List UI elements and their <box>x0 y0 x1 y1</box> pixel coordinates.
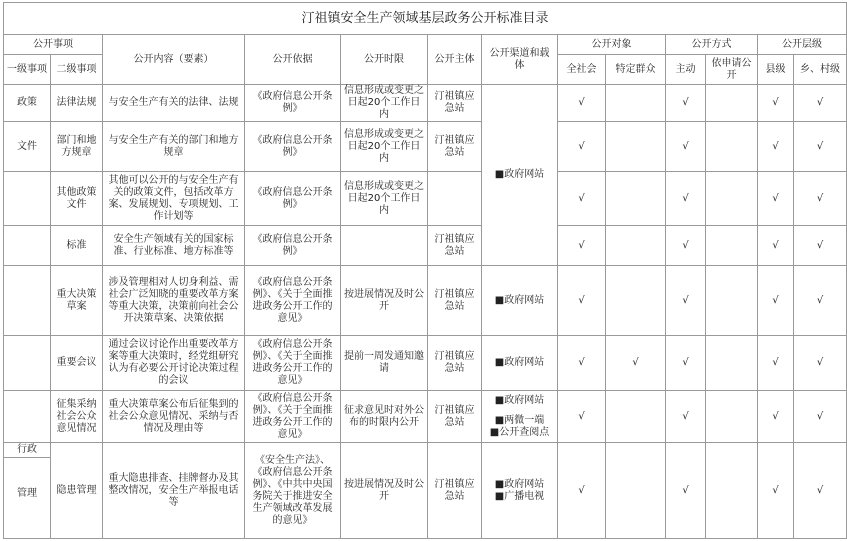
level1-label-top: 行政 <box>4 443 50 458</box>
check-mark: √ <box>558 336 606 391</box>
channel-cell <box>482 443 558 539</box>
subject-cell: 汀祖镇应急站 <box>428 266 482 336</box>
basis-cell: 《政府信息公开条例》 <box>245 85 341 122</box>
channel-two-micro: ■两微一端 <box>494 414 545 426</box>
check-mark: √ <box>666 122 706 172</box>
check-mark: √ <box>794 443 847 539</box>
basis-cell: 《政府信息公开条例》 <box>245 172 341 226</box>
subject-cell: 汀祖镇应急站 <box>428 443 482 539</box>
empty-cell <box>706 443 758 539</box>
check-mark: √ <box>666 172 706 226</box>
table-row <box>4 122 847 172</box>
table-row <box>4 172 847 226</box>
check-mark: √ <box>666 336 706 391</box>
header-content: 公开内容（要素） <box>103 35 245 85</box>
check-mark: √ <box>758 85 794 122</box>
catalog-table <box>3 2 847 539</box>
time-limit-cell <box>341 226 428 266</box>
channel-gov-site: ■政府网站 <box>494 394 545 406</box>
check-mark: √ <box>758 443 794 539</box>
check-mark: √ <box>558 443 606 539</box>
empty-cell <box>606 122 666 172</box>
empty-cell <box>4 266 51 336</box>
header-basis: 公开依据 <box>245 35 341 85</box>
empty-cell <box>606 266 666 336</box>
header-mode-request: 依申请公开 <box>706 55 758 85</box>
check-mark: √ <box>666 391 706 443</box>
subject-cell: 汀祖镇应急站 <box>428 85 482 122</box>
level2-cell: 法律法规 <box>51 85 103 122</box>
check-mark: √ <box>794 266 847 336</box>
subject-cell: 汀祖镇应急站 <box>428 336 482 391</box>
empty-cell <box>706 85 758 122</box>
content-cell: 重大决策草案公布后征集到的社会公众意见情况、采纳与否情况及理由等 <box>103 391 245 443</box>
level1-cell: 政策 <box>4 85 51 122</box>
time-limit-cell: 信息形成或变更之日起20个工作日内 <box>341 85 428 122</box>
header-mode: 公开方式 <box>666 35 758 55</box>
empty-cell <box>4 336 51 391</box>
header-channel: 公开渠道和载体 <box>482 35 558 85</box>
check-mark: √ <box>794 336 847 391</box>
check-mark: √ <box>666 85 706 122</box>
empty-cell <box>706 336 758 391</box>
empty-cell <box>706 266 758 336</box>
check-mark: √ <box>794 391 847 443</box>
check-mark: √ <box>558 172 606 226</box>
header-time-limit: 公开时限 <box>341 35 428 85</box>
header-level-county: 县级 <box>758 55 794 85</box>
content-cell: 重大隐患排查、挂牌督办及其整改情况，安全生产举报电话等 <box>103 443 245 539</box>
content-cell: 涉及管理相对人切身利益、需社会广泛知晓的重要改革方案等重大决策，决策前向社会公开决策草案、决策依据 <box>103 266 245 336</box>
basis-cell: 《政府信息公开条例》 <box>245 122 341 172</box>
empty-cell <box>706 172 758 226</box>
channel-cell <box>482 391 558 443</box>
header-row-1 <box>4 35 847 55</box>
time-limit-cell: 征求意见时对外公布的时限内公开 <box>341 391 428 443</box>
header-mode-active: 主动 <box>666 55 706 85</box>
channel-cell: ■政府网站 <box>482 336 558 391</box>
empty-cell <box>706 226 758 266</box>
header-public-item: 公开事项 <box>4 35 103 55</box>
check-mark: √ <box>794 122 847 172</box>
empty-cell <box>4 391 51 443</box>
level1-cell <box>4 443 51 539</box>
header-audience-specific: 特定群众 <box>606 55 666 85</box>
time-limit-cell: 按进展情况及时公开 <box>341 266 428 336</box>
check-mark: √ <box>758 336 794 391</box>
check-mark: √ <box>758 122 794 172</box>
level2-cell: 标准 <box>51 226 103 266</box>
check-mark: √ <box>758 266 794 336</box>
header-audience-all: 全社会 <box>558 55 606 85</box>
level2-cell: 征集采纳社会公众意见情况 <box>51 391 103 443</box>
time-limit-cell: 信息形成或变更之日起20个工作日内 <box>341 122 428 172</box>
check-mark: √ <box>758 172 794 226</box>
check-mark: √ <box>558 122 606 172</box>
subject-cell: 汀祖镇应急站 <box>428 226 482 266</box>
header-subject: 公开主体 <box>428 35 482 85</box>
channel-broadcast: ■广播电视 <box>494 490 545 502</box>
header-audience: 公开对象 <box>558 35 666 55</box>
channel-gov-site: ■政府网站 <box>494 478 545 490</box>
check-mark: √ <box>666 443 706 539</box>
empty-cell <box>706 391 758 443</box>
basis-cell: 《安全生产法》、《政府信息公开条例》、《中共中央国务院关于推进安全生产领域改革发展的意见》 <box>245 443 341 539</box>
subject-cell: 汀祖镇应急站 <box>428 122 482 172</box>
empty-cell <box>4 172 51 226</box>
table-row <box>4 336 847 391</box>
empty-cell <box>706 122 758 172</box>
time-limit-cell: 信息形成或变更之日起20个工作日内 <box>341 172 428 226</box>
check-mark: √ <box>666 266 706 336</box>
channel-cell: ■政府网站 <box>482 85 558 266</box>
check-mark: √ <box>558 85 606 122</box>
content-cell: 通过会议讨论作出重要改革方案等重大决策时，经党组研究认为有必要公开讨论决策过程的会议 <box>103 336 245 391</box>
check-mark: √ <box>794 226 847 266</box>
basis-cell: 《政府信息公开条例》 <box>245 226 341 266</box>
empty-cell <box>4 226 51 266</box>
empty-cell <box>606 443 666 539</box>
level2-cell: 重大决策草案 <box>51 266 103 336</box>
channel-cell: ■政府网站 <box>482 266 558 336</box>
empty-cell <box>606 226 666 266</box>
check-mark: √ <box>794 172 847 226</box>
level1-cell: 文件 <box>4 122 51 172</box>
table-row <box>4 391 847 443</box>
check-mark: √ <box>558 266 606 336</box>
header-level-town: 乡、村级 <box>794 55 847 85</box>
subject-cell: 汀祖镇应急站 <box>428 391 482 443</box>
content-cell: 与安全生产有关的部门和地方规章 <box>103 122 245 172</box>
check-mark: √ <box>558 226 606 266</box>
level2-cell: 隐患管理 <box>51 443 103 539</box>
empty-cell <box>606 85 666 122</box>
empty-cell <box>606 391 666 443</box>
table-row <box>4 266 847 336</box>
check-mark: √ <box>794 85 847 122</box>
table-row <box>4 443 847 539</box>
content-cell: 其他可以公开的与安全生产有关的政策文件，包括改革方案、发展规划、专项规划、工作计划等 <box>103 172 245 226</box>
level2-cell: 部门和地方规章 <box>51 122 103 172</box>
table-row <box>4 226 847 266</box>
check-mark: √ <box>606 336 666 391</box>
check-mark: √ <box>558 391 606 443</box>
empty-cell <box>606 172 666 226</box>
header-level2: 二级事项 <box>51 55 103 85</box>
channel-bulletin: ■公开查阅点 <box>489 426 550 438</box>
table-title: 汀祖镇安全生产领域基层政务公开标准目录 <box>4 3 847 35</box>
level2-cell: 重要会议 <box>51 336 103 391</box>
level2-cell: 其他政策文件 <box>51 172 103 226</box>
time-limit-cell: 按进展情况及时公开 <box>341 443 428 539</box>
level1-label-bottom: 管理 <box>17 488 37 499</box>
time-limit-cell: 提前一周发通知邀请 <box>341 336 428 391</box>
subject-cell <box>428 172 482 226</box>
content-cell: 与安全生产有关的法律、法规 <box>103 85 245 122</box>
check-mark: √ <box>758 226 794 266</box>
title-row <box>4 3 847 35</box>
check-mark: √ <box>758 391 794 443</box>
header-level1: 一级事项 <box>4 55 51 85</box>
basis-cell: 《政府信息公开条例》、《关于全面推进政务公开工作的意见》 <box>245 391 341 443</box>
check-mark: √ <box>666 226 706 266</box>
basis-cell: 《政府信息公开条例》、《关于全面推进政务公开工作的意见》 <box>245 336 341 391</box>
header-level: 公开层级 <box>758 35 847 55</box>
table-row <box>4 85 847 122</box>
content-cell: 安全生产领域有关的国家标准、行业标准、地方标准等 <box>103 226 245 266</box>
basis-cell: 《政府信息公开条例》、《关于全面推进政务公开工作的意见》 <box>245 266 341 336</box>
